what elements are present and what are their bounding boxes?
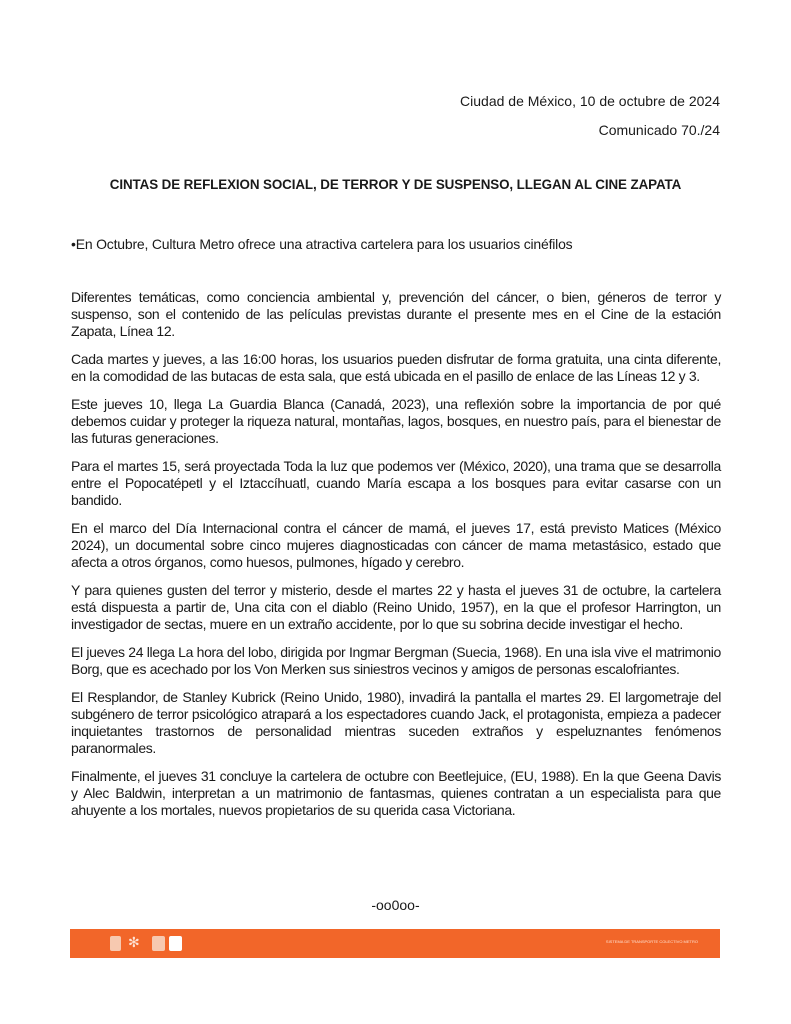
paragraph: Para el martes 15, será proyectada Toda la luz que podemos ver (México, 2020), una trama que se desarrolla entre el Popocatépetl y el Iztaccíhuatl, cuando María escapa a los bosques para evitar casarse con un bandido. xyxy=(71,458,721,508)
summary-bullet: •En Octubre, Cultura Metro ofrece una atractiva cartelera para los usuarios cinéfilos xyxy=(71,236,573,252)
paragraph: Cada martes y jueves, a las 16:00 horas, los usuarios pueden disfrutar de forma gratuita, una cinta diferente, en la comodidad de las butacas de esta sala, que está ubicada en el pasillo de enlace de las Líneas 12 y 3. xyxy=(71,351,721,384)
paragraph: En el marco del Día Internacional contra el cáncer de mamá, el jueves 17, está previsto Matices (México 2024), un documental sobre cinco mujeres diagnosticadas con cáncer de mama metastásico, estado que afecta a otros órganos, como huesos, pulmones, hígado y cerebro. xyxy=(71,520,721,570)
paragraph: El Resplandor, de Stanley Kubrick (Reino Unido, 1980), invadirá la pantalla el martes 29. El largometraje del subgénero de terror psicológico atrapará a los espectadores cuando Jack, el protagonista, empieza a padecer inquietantes trastornos de personalidad mientras suceden extraños y espeluznantes fenómenos paranormales. xyxy=(71,689,721,756)
document-body xyxy=(71,289,721,830)
footer-org-text: SISTEMA DE TRANSPORTE COLECTIVO METRO xyxy=(605,939,698,944)
paragraph: Este jueves 10, llega La Guardia Blanca (Canadá, 2023), una reflexión sobre la importancia de por qué debemos cuidar y proteger la riqueza natural, montañas, lagos, bosques, en nuestro país, para el bienestar de las futuras generaciones. xyxy=(71,396,721,446)
footer-bar xyxy=(70,929,720,958)
document-title: CINTAS DE REFLEXION SOCIAL, DE TERROR Y DE SUSPENSO, LLEGAN AL CINE ZAPATA xyxy=(109,177,682,192)
date-line: Ciudad de México, 10 de octubre de 2024 xyxy=(460,93,720,109)
closing-mark: -oo0oo- xyxy=(371,897,420,913)
culture-logo-icon xyxy=(152,936,165,951)
city-shield-logo-icon xyxy=(110,936,121,951)
paragraph: Finalmente, el jueves 31 concluye la cartelera de octubre con Beetlejuice, (EU, 1988). En la que Geena Davis y Alec Baldwin, interpretan a un matrimonio de fantasmas, quienes contratan a un especialista para que ahuyente a los mortales, nuevos propietarios de su querida casa Victoriana. xyxy=(71,768,721,818)
cdmx-logo-icon: ✻ xyxy=(128,934,140,950)
paragraph: Diferentes temáticas, como conciencia ambiental y, prevención del cáncer, o bien, géneros de terror y suspenso, son el contenido de las películas previstas durante el presente mes en el Cine de la estación Zapata, Línea 12. xyxy=(71,289,721,339)
paragraph: El jueves 24 llega La hora del lobo, dirigida por Ingmar Bergman (Suecia, 1968). En una isla vive el matrimonio Borg, que es acechado por los Von Merken sus siniestros vecinos y amigos de personas escalofriantes. xyxy=(71,644,721,677)
bulletin-number: Comunicado 70./24 xyxy=(598,122,720,138)
paragraph: Y para quienes gusten del terror y misterio, desde el martes 22 y hasta el jueves 31 de octubre, la cartelera está dispuesta a partir de, Una cita con el diablo (Reino Unido, 1957), en la que el profesor Harrington, un investigador de sectas, muere en un extraño accidente, por lo que su sobrina decide investigar el hecho. xyxy=(71,582,721,632)
metro-logo-icon xyxy=(169,936,182,951)
